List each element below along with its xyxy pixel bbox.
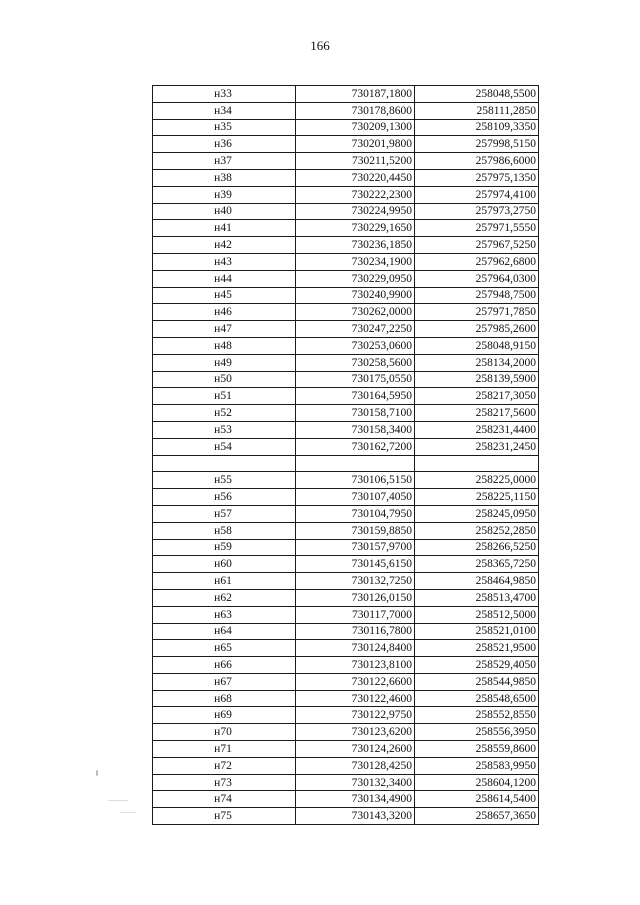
point-cell: н64 (153, 623, 296, 640)
table-row (153, 371, 539, 388)
point-cell: н34 (153, 102, 296, 119)
y-coordinate-cell: 257971,7850 (415, 304, 539, 321)
table-row (153, 304, 539, 321)
y-coordinate-cell: 258139,5900 (415, 371, 539, 388)
point-cell: н50 (153, 371, 296, 388)
point-cell: н38 (153, 169, 296, 186)
point-cell: н52 (153, 405, 296, 422)
table-row (153, 220, 539, 237)
table-row (153, 270, 539, 287)
x-coordinate-cell: 730126,0150 (296, 589, 415, 606)
y-coordinate-cell: 258217,5600 (415, 405, 539, 422)
x-coordinate-cell: 730262,0000 (296, 304, 415, 321)
scan-speck (108, 800, 128, 801)
x-coordinate-cell: 730224,9950 (296, 203, 415, 220)
y-coordinate-cell: 258231,2450 (415, 438, 539, 455)
x-coordinate-cell: 730187,1800 (296, 86, 415, 103)
x-coordinate-cell: 730162,7200 (296, 438, 415, 455)
point-cell: н48 (153, 337, 296, 354)
y-coordinate-cell: 257986,6000 (415, 153, 539, 170)
y-coordinate-cell: 257973,2750 (415, 203, 539, 220)
point-cell: н69 (153, 707, 296, 724)
x-coordinate-cell: 730209,1300 (296, 119, 415, 136)
y-coordinate-cell: 257948,7500 (415, 287, 539, 304)
table-row (153, 153, 539, 170)
x-coordinate-cell: 730164,5950 (296, 388, 415, 405)
y-coordinate-cell: 258604,1200 (415, 774, 539, 791)
point-cell: н54 (153, 438, 296, 455)
empty-cell (296, 455, 415, 472)
y-coordinate-cell: 257964,0300 (415, 270, 539, 287)
y-coordinate-cell: 258521,0100 (415, 623, 539, 640)
x-coordinate-cell: 730124,8400 (296, 640, 415, 657)
table-row (153, 102, 539, 119)
table-row (153, 640, 539, 657)
table-row (153, 724, 539, 741)
x-coordinate-cell: 730104,7950 (296, 505, 415, 522)
y-coordinate-cell: 258556,3950 (415, 724, 539, 741)
x-coordinate-cell: 730211,5200 (296, 153, 415, 170)
x-coordinate-cell: 730253,0600 (296, 337, 415, 354)
x-coordinate-cell: 730157,9700 (296, 539, 415, 556)
y-coordinate-cell: 258614,5400 (415, 791, 539, 808)
table-row (153, 388, 539, 405)
x-coordinate-cell: 730106,5150 (296, 472, 415, 489)
table-row (153, 169, 539, 186)
scan-speck (120, 812, 136, 813)
point-cell: н40 (153, 203, 296, 220)
x-coordinate-cell: 730123,8100 (296, 657, 415, 674)
x-coordinate-cell: 730117,7000 (296, 606, 415, 623)
x-coordinate-cell: 730222,2300 (296, 186, 415, 203)
x-coordinate-cell: 730229,0950 (296, 270, 415, 287)
point-cell: н71 (153, 741, 296, 758)
y-coordinate-cell: 258109,3350 (415, 119, 539, 136)
y-coordinate-cell: 257971,5550 (415, 220, 539, 237)
x-coordinate-cell: 730122,9750 (296, 707, 415, 724)
point-cell: н59 (153, 539, 296, 556)
table-row (153, 405, 539, 422)
table-row (153, 253, 539, 270)
point-cell: н35 (153, 119, 296, 136)
table-row (153, 119, 539, 136)
point-cell: н41 (153, 220, 296, 237)
y-coordinate-cell: 258513,4700 (415, 589, 539, 606)
table-row (153, 690, 539, 707)
point-cell: н67 (153, 673, 296, 690)
table-row (153, 472, 539, 489)
table-row (153, 237, 539, 254)
y-coordinate-cell: 258266,5250 (415, 539, 539, 556)
table-row (153, 556, 539, 573)
table-row (153, 136, 539, 153)
table-row (153, 287, 539, 304)
x-coordinate-cell: 730159,8850 (296, 522, 415, 539)
x-coordinate-cell: 730128,4250 (296, 757, 415, 774)
point-cell: н44 (153, 270, 296, 287)
y-coordinate-cell: 257974,4100 (415, 186, 539, 203)
y-coordinate-cell: 258559,8600 (415, 741, 539, 758)
table-row (153, 203, 539, 220)
table-row (153, 421, 539, 438)
y-coordinate-cell: 257967,5250 (415, 237, 539, 254)
point-cell: н57 (153, 505, 296, 522)
table-row (153, 741, 539, 758)
table-row (153, 354, 539, 371)
coordinates-table (152, 85, 539, 825)
point-cell: н60 (153, 556, 296, 573)
point-cell: н51 (153, 388, 296, 405)
x-coordinate-cell: 730158,7100 (296, 405, 415, 422)
y-coordinate-cell: 258231,4400 (415, 421, 539, 438)
point-cell: н36 (153, 136, 296, 153)
y-coordinate-cell: 258225,1150 (415, 489, 539, 506)
table-row (153, 186, 539, 203)
x-coordinate-cell: 730122,4600 (296, 690, 415, 707)
y-coordinate-cell: 257998,5150 (415, 136, 539, 153)
x-coordinate-cell: 730122,6600 (296, 673, 415, 690)
point-cell: н75 (153, 808, 296, 825)
y-coordinate-cell: 257985,2600 (415, 321, 539, 338)
table-row (153, 673, 539, 690)
x-coordinate-cell: 730107,4050 (296, 489, 415, 506)
table-row (153, 86, 539, 103)
x-coordinate-cell: 730124,2600 (296, 741, 415, 758)
point-cell: н37 (153, 153, 296, 170)
table-row (153, 606, 539, 623)
y-coordinate-cell: 258365,7250 (415, 556, 539, 573)
table-row (153, 438, 539, 455)
point-cell: н65 (153, 640, 296, 657)
x-coordinate-cell: 730175,0550 (296, 371, 415, 388)
table-row (153, 337, 539, 354)
point-cell: н73 (153, 774, 296, 791)
point-cell: н42 (153, 237, 296, 254)
y-coordinate-cell: 258225,0000 (415, 472, 539, 489)
point-cell: н33 (153, 86, 296, 103)
x-coordinate-cell: 730132,3400 (296, 774, 415, 791)
table-row (153, 707, 539, 724)
point-cell: н61 (153, 573, 296, 590)
table-separator-row (153, 455, 539, 472)
y-coordinate-cell: 257975,1350 (415, 169, 539, 186)
y-coordinate-cell: 258245,0950 (415, 505, 539, 522)
point-cell: н39 (153, 186, 296, 203)
table-row (153, 505, 539, 522)
scan-speck (96, 770, 98, 776)
y-coordinate-cell: 258217,3050 (415, 388, 539, 405)
x-coordinate-cell: 730201,9800 (296, 136, 415, 153)
x-coordinate-cell: 730220,4450 (296, 169, 415, 186)
table-row (153, 657, 539, 674)
y-coordinate-cell: 258544,9850 (415, 673, 539, 690)
point-cell: н53 (153, 421, 296, 438)
y-coordinate-cell: 258134,2000 (415, 354, 539, 371)
x-coordinate-cell: 730258,5600 (296, 354, 415, 371)
point-cell: н72 (153, 757, 296, 774)
point-cell: н45 (153, 287, 296, 304)
x-coordinate-cell: 730158,3400 (296, 421, 415, 438)
x-coordinate-cell: 730229,1650 (296, 220, 415, 237)
y-coordinate-cell: 258252,2850 (415, 522, 539, 539)
table-row (153, 573, 539, 590)
table-row (153, 589, 539, 606)
y-coordinate-cell: 258464,9850 (415, 573, 539, 590)
y-coordinate-cell: 258512,5000 (415, 606, 539, 623)
point-cell: н43 (153, 253, 296, 270)
x-coordinate-cell: 730236,1850 (296, 237, 415, 254)
page-number: 166 (310, 38, 330, 53)
point-cell: н46 (153, 304, 296, 321)
x-coordinate-cell: 730116,7800 (296, 623, 415, 640)
table-row (153, 808, 539, 825)
x-coordinate-cell: 730247,2250 (296, 321, 415, 338)
empty-cell (415, 455, 539, 472)
point-cell: н63 (153, 606, 296, 623)
y-coordinate-cell: 258548,6500 (415, 690, 539, 707)
point-cell: н55 (153, 472, 296, 489)
x-coordinate-cell: 730123,6200 (296, 724, 415, 741)
x-coordinate-cell: 730234,1900 (296, 253, 415, 270)
point-cell: н68 (153, 690, 296, 707)
point-cell: н62 (153, 589, 296, 606)
y-coordinate-cell: 258583,9950 (415, 757, 539, 774)
x-coordinate-cell: 730145,6150 (296, 556, 415, 573)
point-cell: н74 (153, 791, 296, 808)
y-coordinate-cell: 258529,4050 (415, 657, 539, 674)
y-coordinate-cell: 258657,3650 (415, 808, 539, 825)
y-coordinate-cell: 258552,8550 (415, 707, 539, 724)
table-row (153, 539, 539, 556)
y-coordinate-cell: 258521,9500 (415, 640, 539, 657)
y-coordinate-cell: 258048,9150 (415, 337, 539, 354)
table-row (153, 757, 539, 774)
point-cell: н56 (153, 489, 296, 506)
x-coordinate-cell: 730240,9900 (296, 287, 415, 304)
table-row (153, 321, 539, 338)
y-coordinate-cell: 258111,2850 (415, 102, 539, 119)
x-coordinate-cell: 730132,7250 (296, 573, 415, 590)
x-coordinate-cell: 730178,8600 (296, 102, 415, 119)
x-coordinate-cell: 730134,4900 (296, 791, 415, 808)
table-row (153, 774, 539, 791)
y-coordinate-cell: 258048,5500 (415, 86, 539, 103)
point-cell: н47 (153, 321, 296, 338)
point-cell: н70 (153, 724, 296, 741)
x-coordinate-cell: 730143,3200 (296, 808, 415, 825)
point-cell: н49 (153, 354, 296, 371)
point-cell: н66 (153, 657, 296, 674)
point-cell: н58 (153, 522, 296, 539)
table-row (153, 489, 539, 506)
table-row (153, 623, 539, 640)
y-coordinate-cell: 257962,6800 (415, 253, 539, 270)
table-row (153, 522, 539, 539)
table-row (153, 791, 539, 808)
empty-cell (153, 455, 296, 472)
